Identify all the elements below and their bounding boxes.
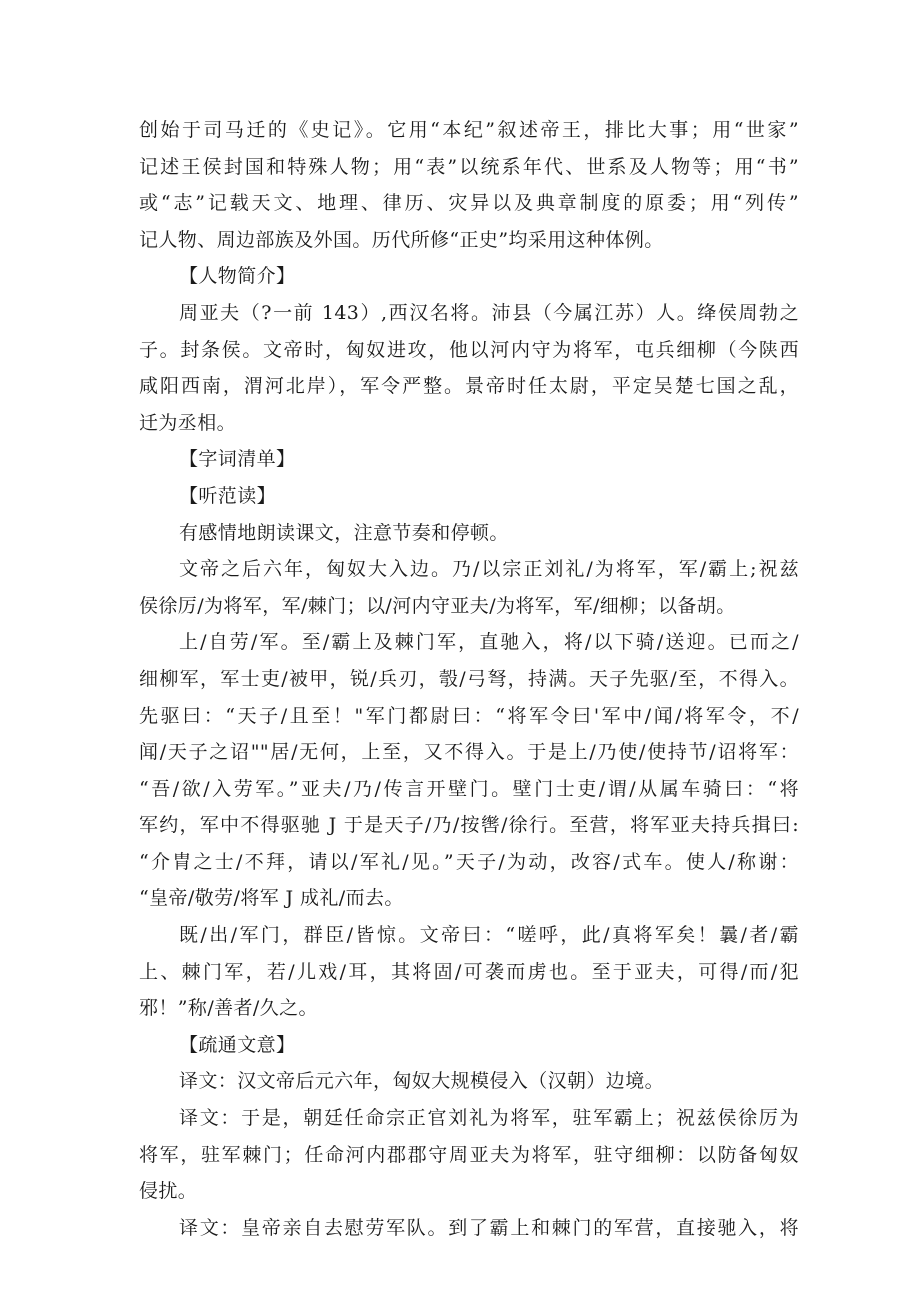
text-line: 将军，驻军棘门；任命河内郡郡守周亚夫为将军，驻守细柳：以防备匈奴	[139, 1143, 799, 1166]
section-heading: 【疏通文意】	[179, 1033, 296, 1056]
text-line: 周亚夫（?一前 143）,西汉名将。沛县（今属江苏）人。绛侯周勃之	[179, 301, 799, 324]
text-line: 军约，军中不得驱驰 J 于是天子/乃/按辔/徐行。至营，将军亚夫持兵揖曰:	[139, 814, 799, 837]
document-body	[139, 112, 799, 1246]
text-line: 迁为丞相。	[139, 411, 237, 434]
text-line: 先驱曰：“天子/且至！"军门都尉曰：“将军令曰'军中/闻/将军令，不/	[139, 704, 799, 727]
text-line: “皇帝/敬劳/将军 J 成礼/而去。	[139, 887, 404, 910]
text-line: 记人物、周边部族及外国。历代所修“正史”均采用这种体例。	[139, 228, 664, 251]
text-line: 有感情地朗读课文，注意节奏和停顿。	[179, 521, 509, 544]
text-line: 创始于司马迁的《史记》。它用“本纪”叙述帝王，排比大事；用“世家”	[139, 119, 799, 141]
text-line: 闻/天子之诏""居/无何，上至，又不得入。于是上/乃使/使持节/诏将军：	[139, 741, 799, 764]
text-line: 或“志”记载天文、地理、律历、灾异以及典章制度的原委；用“列传”	[139, 192, 799, 215]
section-heading: 【听范读】	[179, 484, 277, 507]
text-line: 记述王侯封国和特殊人物；用“表”以统系年代、世系及人物等；用“书”	[139, 155, 799, 178]
text-line: 译文：皇帝亲自去慰劳军队。到了霸上和棘门的军营，直接驰入，将	[179, 1216, 799, 1239]
text-line: 子。封条侯。文帝时，匈奴进攻，他以河内守为将军，屯兵细柳（今陕西	[139, 338, 799, 361]
text-line: 译文：于是，朝廷任命宗正官刘礼为将军，驻军霸上；祝兹侯徐厉为	[179, 1107, 799, 1130]
text-line: 细柳军，军士吏/被甲，锐/兵刃，彀/弓弩，持满。天子先驱/至，不得入。	[139, 667, 799, 690]
section-heading: 【人物简介】	[179, 265, 296, 288]
text-line: 上/自劳/军。至/霸上及棘门军，直驰入，将/以下骑/送迎。已而之/	[179, 631, 799, 654]
text-line: 上、棘门军，若/儿戏/耳，其将固/可袭而虏也。至于亚夫，可得/而/犯	[139, 960, 799, 983]
section-heading: 【字词清单】	[179, 448, 296, 471]
text-line: 咸阳西南，渭河北岸），军令严整。景帝时任太尉，平定吴楚七国之乱，	[139, 375, 799, 398]
text-line: 文帝之后六年，匈奴大入边。乃/以宗正刘礼/为将军，军/霸上;祝兹	[179, 558, 799, 581]
text-line: “吾/欲/入劳军。”亚夫/乃/传言开壁门。壁门士吏/谓/从属车骑曰：“将	[139, 777, 799, 800]
text-line: 侵扰。	[139, 1180, 198, 1203]
text-line: 邪！”称/善者/久之。	[139, 997, 318, 1020]
text-line: 既/出/军门，群臣/皆惊。文帝曰：“嗟呼，此/真将军矣！曩/者/霸	[179, 924, 799, 947]
text-line: 侯徐厉/为将军，军/棘门；以/河内守亚夫/为将军，军/细柳；以备胡。	[139, 594, 736, 617]
text-line: 译文：汉文帝后元六年，匈奴大规模侵入（汉朝）边境。	[179, 1070, 665, 1093]
text-line: “介胄之士/不拜，请以/军礼/见。”天子/为动，改容/式车。使人/称谢：	[139, 850, 799, 873]
